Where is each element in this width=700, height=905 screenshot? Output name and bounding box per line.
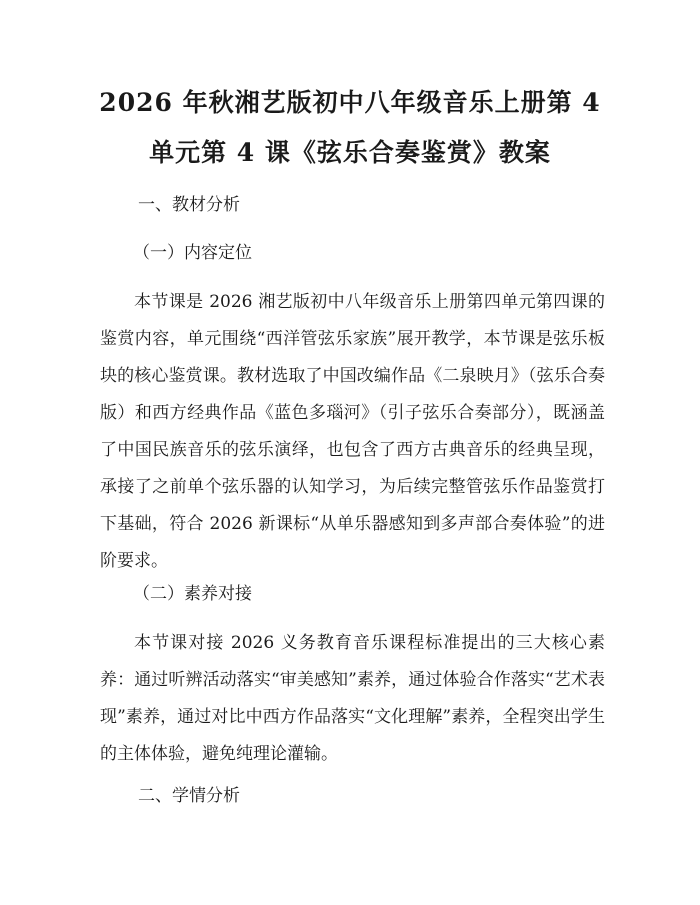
subsection-heading-literacy-alignment: （二）素养对接 bbox=[133, 584, 252, 604]
paragraph-content-positioning: 本节课是 2026 湘艺版初中八年级音乐上册第四单元第四课的鉴赏内容，单元围绕“西洋管弦乐家族”展开教学，本节课是弦乐板块的核心鉴赏课。教材选取了中国改编作品《二泉映月》（弦乐合奏版）和西方经典作品《蓝色多瑙河》（引子弦乐合奏部分），既涵盖了中国民族音乐的弦乐演绎，也包含了西方古典音乐的经典呈现，承接了之前单个弦乐器的认知学习，为后续完整管弦乐作品鉴赏打下基础，符合 2026 新课标“从单乐器感知到多声部合奏体验”的进阶要求。 bbox=[100, 292, 605, 571]
document-title: 2026 年秋湘艺版初中八年级音乐上册第 4 单元第 4 课《弦乐合奏鉴赏》教案 bbox=[99, 88, 601, 167]
section-heading-learner-analysis: 二、学情分析 bbox=[138, 786, 240, 806]
subsection-heading-content-positioning: （一）内容定位 bbox=[133, 243, 252, 263]
section-heading-teaching-material-analysis: 一、教材分析 bbox=[138, 195, 240, 215]
paragraph-literacy-alignment: 本节课对接 2026 义务教育音乐课程标准提出的三大核心素养：通过听辨活动落实“审美感知”素养，通过体验合作落实“艺术表现”素养，通过对比中西方作品落实“文化理解”素养，全程突出学生的主体体验，避免纯理论灌输。 bbox=[100, 633, 605, 764]
